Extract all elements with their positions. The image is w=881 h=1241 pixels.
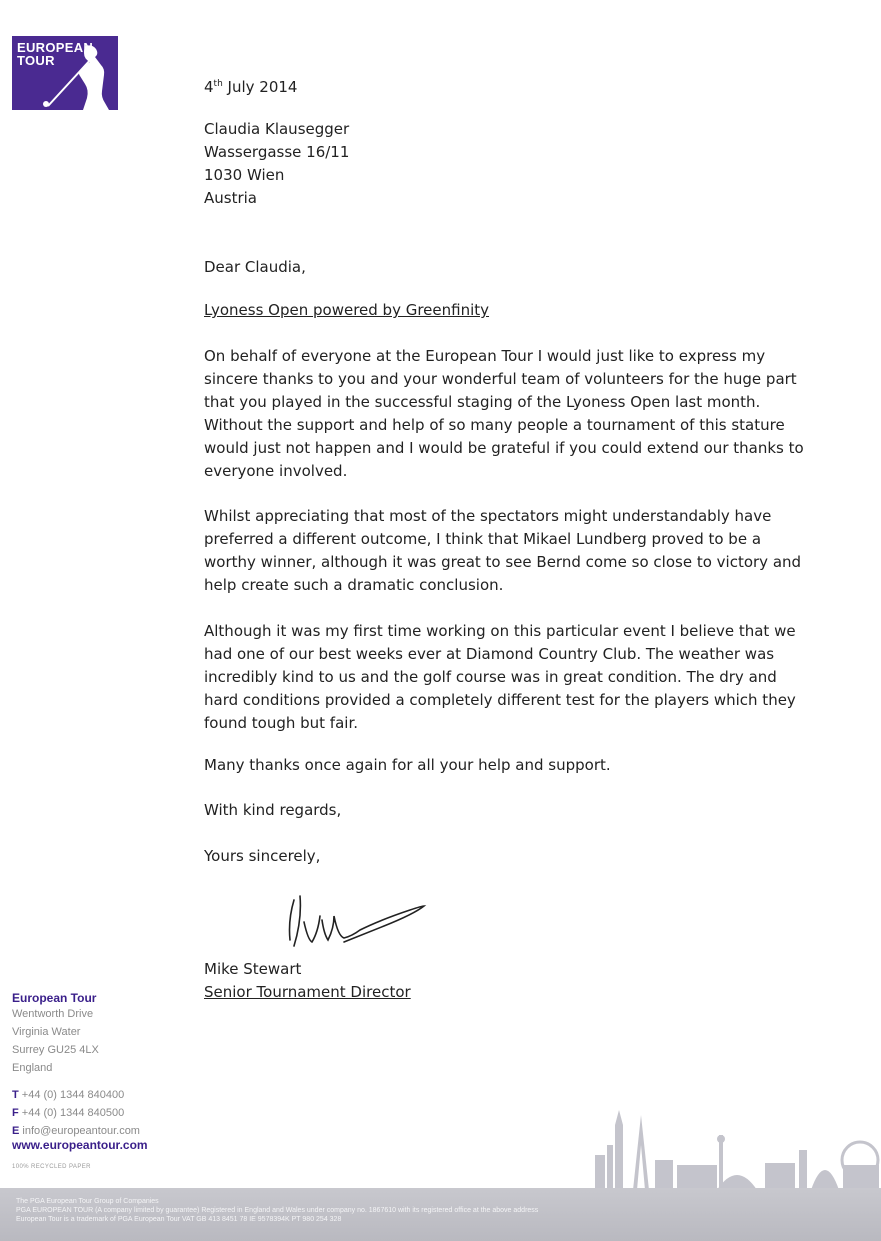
sidebar-org-name: European Tour <box>12 991 97 1005</box>
recipient-address <box>204 118 349 210</box>
subject-line: Lyoness Open powered by Greenfinity <box>204 301 490 319</box>
closing-regards: With kind regards, <box>204 801 342 819</box>
footer-line: The PGA European Tour Group of Companies <box>16 1198 159 1205</box>
sidebar-address <box>12 1005 99 1077</box>
handwritten-signature <box>262 882 437 962</box>
sidebar-address-line: England <box>12 1062 53 1074</box>
signer-name: Mike Stewart <box>204 960 302 978</box>
footer-bar <box>0 1188 881 1241</box>
closing-sincerely: Yours sincerely, <box>204 847 321 865</box>
recipient-name: Claudia Klausegger <box>204 120 350 138</box>
sidebar-address-line: Surrey GU25 4LX <box>12 1044 99 1056</box>
paragraph: On behalf of everyone at the European Tour I would just like to express my sincere thanks to you and your wonderful team of volunteers for the huge part that you played in the successful staging of the Lyoness Open last month. Without the support and help of so many people a tournament of this stature would just not happen and I would be grateful if you could extend our thanks to everyone involved. <box>204 347 804 480</box>
signer-title: Senior Tournament Director <box>204 983 411 1001</box>
salutation: Dear Claudia, <box>204 258 306 276</box>
sidebar-address-line: Wentworth Drive <box>12 1008 94 1020</box>
logo-line-1: EUROPEAN <box>17 40 94 55</box>
recipient-street: Wassergasse 16/11 <box>204 143 350 161</box>
letter-date: 4th July 2014 <box>204 78 298 96</box>
logo-line-2: TOUR <box>17 53 55 68</box>
paragraph: Whilst appreciating that most of the spectators might understandably have preferred a different outcome, I think that Mikael Lundberg proved to be a worthy winner, although it was great to see Bernd come so close to victory and help create such a dramatic conclusion. <box>204 507 802 594</box>
phone-line: T +44 (0) 1344 840400 <box>12 1089 125 1101</box>
sidebar-contacts <box>12 1086 140 1140</box>
footer-line: European Tour is a trademark of PGA European Tour VAT GB 413 8451 78 IE 9578394K PT 980 254 328 <box>16 1216 342 1223</box>
fax-line: F +44 (0) 1344 840500 <box>12 1107 125 1119</box>
european-tour-logo <box>12 36 118 110</box>
city-skyline-graphic <box>585 1105 881 1190</box>
email-line: E info@europeantour.com <box>12 1125 140 1137</box>
sidebar-address-line: Virginia Water <box>12 1026 81 1038</box>
recycled-paper-note: 100% RECYCLED PAPER <box>12 1164 91 1170</box>
recipient-city: 1030 Wien <box>204 166 285 184</box>
paragraph: Although it was my first time working on this particular event I believe that we had one of our best weeks ever at Diamond Country Club. The weather was incredibly kind to us and the golf course was in great condition. The dry and hard conditions provided a completely different test for the players which they found tough but fair. <box>204 622 796 732</box>
footer-line: PGA EUROPEAN TOUR (A company limited by guarantee) Registered in England and Wales under company no. 1867610 with its registered office at the above address <box>16 1207 539 1214</box>
paragraph: Many thanks once again for all your help and support. <box>204 756 611 774</box>
website-link: www.europeantour.com <box>12 1138 148 1152</box>
recipient-country: Austria <box>204 189 257 207</box>
